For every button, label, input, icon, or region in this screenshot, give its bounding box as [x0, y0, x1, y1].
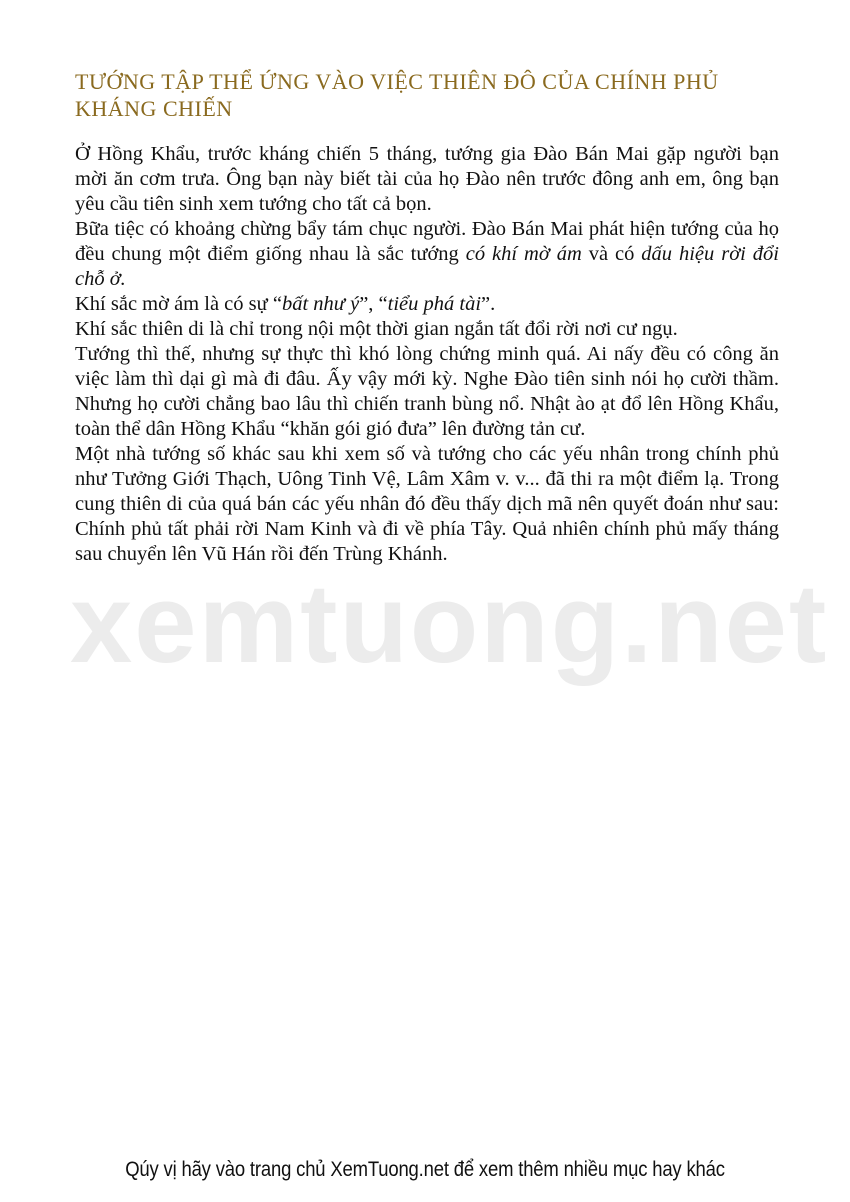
paragraph-2: Bữa tiệc có khoảng chừng bẩy tám chục người. Đào Bán Mai phát hiện tướng của họ đều chung một điểm giống nhau là sắc tướng có khí mờ ám và có dấu hiệu rời đổi chỗ ở. — [75, 218, 779, 290]
emphasis-co-khi-mo-am: có khí mờ ám — [465, 243, 582, 265]
paragraph-1: Ở Hồng Khẩu, trước kháng chiến 5 tháng, tướng gia Đào Bán Mai gặp người bạn mời ăn cơm trưa. Ông bạn này biết tài của họ Đào nên trước đông anh em, ông bạn yêu cầu tiên sinh xem tướng cho tất cả bọn. — [75, 143, 779, 215]
article-body — [75, 142, 779, 567]
footer-note: Qúy vị hãy vào trang chủ XemTuong.net để xem thêm nhiều mục hay khác — [125, 1158, 725, 1181]
paragraph-4: Khí sắc thiên di là chỉ trong nội một thời gian ngắn tất đổi rời nơi cư ngụ. — [75, 318, 678, 340]
paragraph-6: Một nhà tướng số khác sau khi xem số và tướng cho các yếu nhân trong chính phủ như Tưởng Giới Thạch, Uông Tinh Vệ, Lâm Xâm v. v... đã thi ra một điểm lạ. Trong cung thiên di của quá bán các yếu nhân đó đều thấy dịch mã nên quyết đoán như sau: Chính phủ tất phải rời Nam Kinh và đi về phía Tây. Quả nhiên chính phủ mấy tháng sau chuyển lên Vũ Hán rồi đến Trùng Khánh. — [75, 443, 779, 565]
emphasis-bat-nhu-y: bất như ý — [281, 293, 360, 315]
paragraph-3: Khí sắc mờ ám là có sự “bất như ý”, “tiểu phá tài”. — [75, 293, 496, 315]
emphasis-tieu-pha-tai: tiểu phá tài — [387, 293, 482, 315]
article — [75, 68, 779, 567]
paragraph-5: Tướng thì thế, nhưng sự thực thì khó lòng chứng minh quá. Ai nấy đều có công ăn việc làm thì dại gì mà đi đâu. Ấy vậy mới kỳ. Nghe Đào tiên sinh nói họ cười thầm. Nhưng họ cười chẳng bao lâu thì chiến tranh bùng nổ. Nhật ào ạt đổ lên Hồng Khẩu, toàn thể dân Hồng Khẩu “khăn gói gió đưa” lên đường tản cư. — [75, 343, 779, 440]
watermark: xemtuong.net — [70, 561, 829, 686]
article-title: TƯỚNG TẬP THỂ ỨNG VÀO VIỆC THIÊN ĐÔ CỦA CHÍNH PHỦ KHÁNG CHIẾN — [75, 69, 719, 121]
emphasis-dau-hieu: dấu hiệu rời đổi chỗ ở. — [75, 243, 779, 290]
